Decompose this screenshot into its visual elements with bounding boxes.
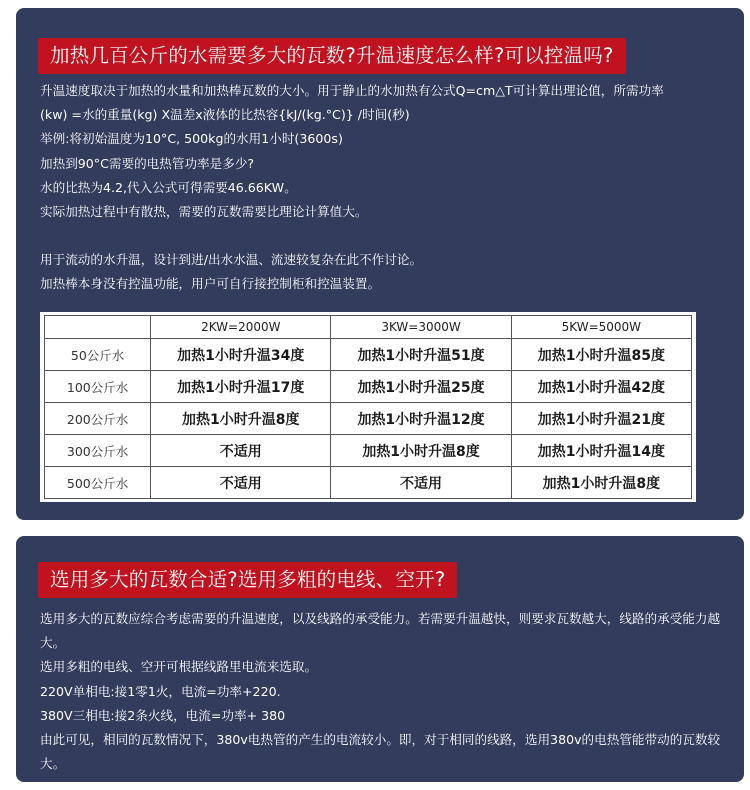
table-header-cell: 2KW=2000W	[151, 316, 331, 339]
table-cell: 加热1小时升温21度	[511, 403, 691, 435]
table-row	[45, 435, 692, 467]
table-cell: 加热1小时升温8度	[151, 403, 331, 435]
section1-explanation	[40, 79, 738, 224]
section1-line: 举例:将初始温度为10°C, 500kg的水用1小时(3600s)	[40, 131, 343, 147]
section2-line: 选用多粗的电线、空开可根据线路里电流来选取。	[40, 659, 318, 675]
section2-title: 选用多大的瓦数合适?选用多粗的电线、空开?	[38, 562, 457, 598]
section1-line: 实际加热过程中有散热，需要的瓦数需要比理论计算值大。	[40, 204, 368, 220]
section2-explanation	[40, 607, 738, 776]
table-cell: 加热1小时升温8度	[331, 435, 511, 467]
section2-line: 选用多大的瓦数应综合考虑需要的升温速度，以及线路的承受能力。若需要升温越快，则要求瓦数越大，线路的承受能力越大。	[40, 611, 721, 651]
section1-line: 加热到90°C需要的电热管功率是多少?	[40, 155, 255, 171]
row-label: 200公斤水	[45, 403, 151, 435]
table-cell: 不适用	[331, 467, 511, 499]
section1-title: 加热几百公斤的水需要多大的瓦数?升温速度怎么样?可以控温吗?	[38, 38, 626, 74]
table-cell: 不适用	[151, 467, 331, 499]
row-label: 50公斤水	[45, 339, 151, 371]
section1-note: 用于流动的水升温，设计到进/出水水温、流速较复杂在此不作讨论。	[40, 252, 423, 267]
section1-notes	[40, 248, 738, 296]
table-cell: 加热1小时升温85度	[511, 339, 691, 371]
table-header-cell	[45, 316, 151, 339]
table-cell: 加热1小时升温42度	[511, 371, 691, 403]
table-header-cell: 5KW=5000W	[511, 316, 691, 339]
section1-line: (kw) =水的重量(kg) X温差x液体的比热容{kJ/(kg.°C)} /时间(秒)	[40, 107, 410, 123]
table-cell: 不适用	[151, 435, 331, 467]
table-cell: 加热1小时升温17度	[151, 371, 331, 403]
table-cell: 加热1小时升温14度	[511, 435, 691, 467]
table-row	[45, 339, 692, 371]
row-label: 500公斤水	[45, 467, 151, 499]
section1-note: 加热棒本身没有控温功能，用户可自行接控制柜和控温装置。	[40, 276, 381, 292]
table-cell: 加热1小时升温12度	[331, 403, 511, 435]
table-header-row	[45, 316, 692, 339]
table-header-cell: 3KW=3000W	[331, 316, 511, 339]
section1-line: 水的比热为4.2,代入公式可得需要46.66KW。	[40, 179, 297, 195]
wire-and-breaker-panel	[16, 536, 744, 782]
row-label: 100公斤水	[45, 371, 151, 403]
heating-power-panel	[16, 8, 744, 520]
table-row	[45, 403, 692, 435]
section2-line: 380V三相电:接2条火线，电流=功率+ 380	[40, 707, 286, 723]
section2-line: 220V单相电:接1零1火，电流=功率+220.	[40, 683, 281, 699]
table-cell: 加热1小时升温25度	[331, 371, 511, 403]
section1-line: 升温速度取决于加热的水量和加热棒瓦数的大小。用于静止的水加热有公式Q=cm△T可计算出理论值，所需功率	[40, 83, 664, 98]
heating-rate-table-container	[40, 312, 696, 502]
table-row	[45, 371, 692, 403]
table-cell: 加热1小时升温8度	[511, 467, 691, 499]
heating-rate-table	[44, 315, 692, 499]
row-label: 300公斤水	[45, 435, 151, 467]
table-cell: 加热1小时升温34度	[151, 339, 331, 371]
table-row	[45, 467, 692, 499]
table-cell: 加热1小时升温51度	[331, 339, 511, 371]
section2-line: 由此可见，相同的瓦数情况下，380v电热管的产生的电流较小。即，对于相同的线路，选用380v的电热管能带动的瓦数较大。	[40, 732, 721, 772]
